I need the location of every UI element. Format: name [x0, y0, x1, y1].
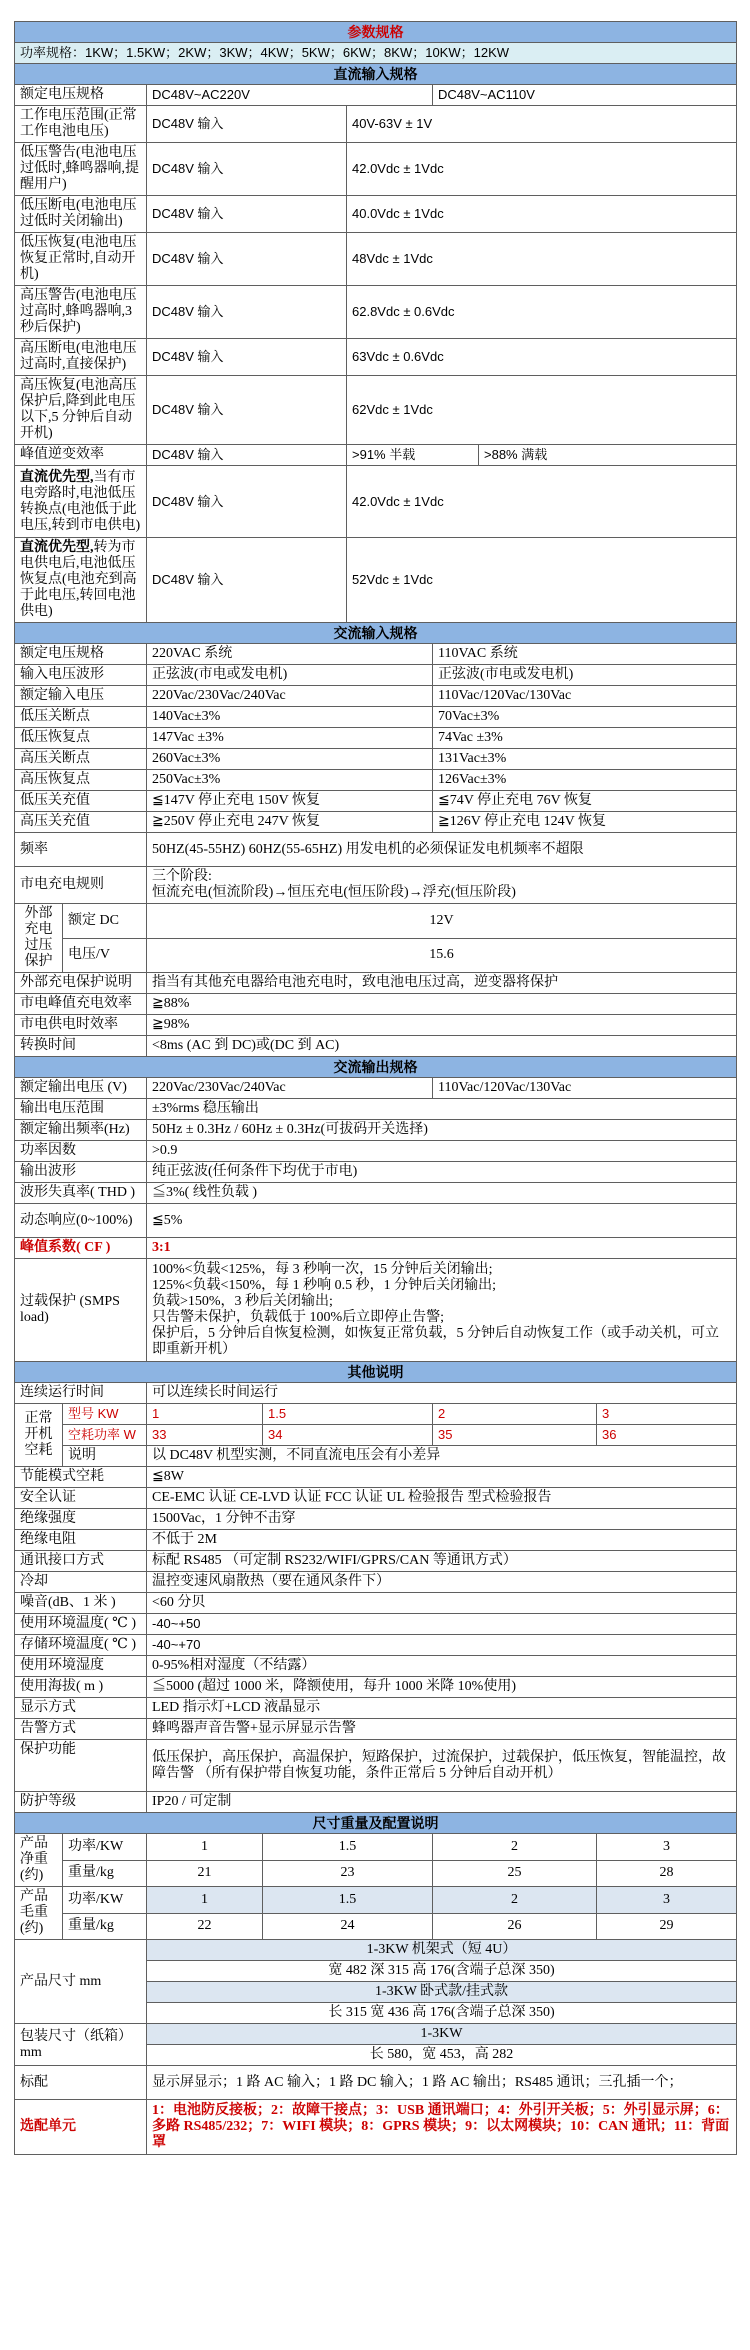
pack-line: 长 580，宽 453，高 282: [147, 2045, 737, 2066]
other-row: [15, 1572, 737, 1593]
ac-in-value-220: ≦147V 停止充电 150V 恢复: [147, 791, 433, 812]
ac-in-row: [15, 770, 737, 791]
other-label: 使用环境湿度: [15, 1656, 147, 1677]
ac-in-freq-value: 50HZ(45-55HZ) 60HZ(55-65HZ) 用发电机的必须保证发电机频率不超限: [147, 833, 737, 867]
noload-model-row: [15, 1404, 737, 1425]
noload-power-row: [15, 1425, 737, 1446]
dc-row-value: 42.0Vdc ± 1Vdc: [347, 143, 737, 196]
dc-eff-row: [15, 445, 737, 466]
other-header: 其他说明: [15, 1362, 737, 1383]
ac-in-ovp-row: [15, 904, 737, 939]
dc-row-input: DC48V 输入: [147, 286, 347, 339]
dc-rated-a: DC48V~AC220V: [147, 85, 433, 106]
other-label: 冷却: [15, 1572, 147, 1593]
noload-model-label: 型号 KW: [63, 1404, 147, 1425]
other-ip-row: [15, 1792, 737, 1813]
ac-out-value: 纯正弦波(任何条件下均优于市电): [147, 1162, 737, 1183]
ac-out-value: ≦3%( 线性负载 ): [147, 1183, 737, 1204]
other-label: 绝缘电阻: [15, 1530, 147, 1551]
ac-in-value-220: 250Vac±3%: [147, 770, 433, 791]
ac-out-label: 输出电压范围: [15, 1099, 147, 1120]
other-label: 使用环境温度( ℃ ): [15, 1614, 147, 1635]
dc-priority-row: [15, 466, 737, 538]
dc-priority-input: DC48V 输入: [147, 538, 347, 623]
ac-in-ovp-rated-label: 额定 DC: [63, 904, 147, 939]
dc-row-label: 工作电压范围(正常工作电池电压): [15, 106, 147, 143]
ac-in-charge-value: [147, 867, 737, 904]
ac-in-value-220: 正弦波(市电或发电机): [147, 665, 433, 686]
ac-in-label: 低压恢复点: [15, 728, 147, 749]
net-power: 3: [597, 1834, 737, 1861]
dc-priority-input: DC48V 输入: [147, 466, 347, 538]
ac-in-value-110: 126Vac±3%: [433, 770, 737, 791]
ac-out-label: 动态响应(0~100%): [15, 1204, 147, 1238]
other-row: [15, 1593, 737, 1614]
other-protection-row: [15, 1740, 737, 1792]
opt-value: 1：电池防反接板；2：故障干接点；3：USB 通讯端口；4：外引开关板；5：外引显示屏；6：多路 RS485/232；7：WIFI 模块；8：GPRS 模块；9：以太网模块；10：CAN 通讯；11：背面罩: [147, 2100, 737, 2155]
dc-row: [15, 233, 737, 286]
ac-out-voltage-row: [15, 1078, 737, 1099]
dc-priority-text: 转为市电供电后,电池低压恢复点(电池充到高于此电压,转回电池供电): [20, 540, 137, 619]
other-value: CE-EMC 认证 CE-LVD 认证 FCC 认证 UL 检验报告 型式检验报告: [147, 1488, 737, 1509]
other-ip-value: IP20 / 可定制: [147, 1792, 737, 1813]
dc-row-label: 低压警告(电池电压过低时,蜂鸣器响,提醒用户): [15, 143, 147, 196]
dc-priority-label: [15, 538, 147, 623]
other-row: [15, 1698, 737, 1719]
dc-row-value: 40.0Vdc ± 1Vdc: [347, 196, 737, 233]
ac-in-ovp-row: [15, 938, 737, 973]
dc-priority-bold: 直流优先型,: [20, 540, 94, 555]
dc-priority-value: 42.0Vdc ± 1Vdc: [347, 466, 737, 538]
ac-in-label: 高压关充值: [15, 812, 147, 833]
gross-weight: 29: [597, 1913, 737, 1940]
ac-out-value: ±3%rms 稳压输出: [147, 1099, 737, 1120]
overload-line: 保护后，5 分钟后自恢复检测，如恢复正常负载，5 分钟后自动恢复工作（或手动关机，可立即重新开机）: [152, 1326, 719, 1357]
dc-eff-half: >91% 半载: [347, 445, 479, 466]
ac-out-voltage-label: 额定输出电压 (V): [15, 1078, 147, 1099]
gross-weight: 24: [263, 1913, 433, 1940]
ac-in-ovp-rated-value: 12V: [147, 904, 737, 939]
other-row: [15, 1656, 737, 1677]
dc-row-input: DC48V 输入: [147, 233, 347, 286]
ac-out-row: [15, 1162, 737, 1183]
other-value: 0-95%相对湿度（不结露）: [147, 1656, 737, 1677]
dc-row-value: 62.8Vdc ± 0.6Vdc: [347, 286, 737, 339]
ac-in-ovp-voltage-value: 15.6: [147, 938, 737, 973]
ac-in-tail-row: [15, 1015, 737, 1036]
dim-label: 产品尺寸 mm: [15, 1940, 147, 2024]
other-value: 蜂鸣器声音告警+显示屏显示告警: [147, 1719, 737, 1740]
ac-out-overload-row: [15, 1259, 737, 1362]
ac-in-value-220: ≧250V 停止充电 247V 恢复: [147, 812, 433, 833]
dc-row-input: DC48V 输入: [147, 143, 347, 196]
gross-weight-row: [15, 1913, 737, 1940]
ac-out-value: >0.9: [147, 1141, 737, 1162]
ac-in-row: [15, 812, 737, 833]
net-weight: 21: [147, 1860, 263, 1887]
ac-in-tail-row: [15, 973, 737, 994]
ac-in-freq-row: [15, 833, 737, 867]
ac-in-ovp-voltage-label: 电压/V: [63, 938, 147, 973]
other-row: [15, 1467, 737, 1488]
other-row: [15, 1719, 737, 1740]
ac-out-header: 交流输出规格: [15, 1057, 737, 1078]
std-value: 显示屏显示；1 路 AC 输入；1 路 DC 输入；1 路 AC 输出；RS485 通讯；三孔插一个；: [147, 2066, 737, 2100]
dim-line: 长 315 宽 436 高 176(含端子总深 350): [147, 2003, 737, 2024]
dc-row: [15, 143, 737, 196]
dc-row-label: 高压断电(电池电压过高时,直接保护): [15, 339, 147, 376]
ac-out-row: [15, 1204, 737, 1238]
other-label: 存储环境温度( ℃ ): [15, 1635, 147, 1656]
ac-in-value-110: ≦74V 停止充电 76V 恢复: [433, 791, 737, 812]
dc-row-value: 40V-63V ± 1V: [347, 106, 737, 143]
ac-in-value-220: 147Vac ±3%: [147, 728, 433, 749]
spec-sheet: [14, 21, 736, 2155]
ac-in-label: 低压关充值: [15, 791, 147, 812]
other-row: [15, 1614, 737, 1635]
ac-in-tail-label: 外部充电保护说明: [15, 973, 147, 994]
overload-line: 只告警未保护，负载低于 100%后立即停止告警;: [152, 1310, 445, 1325]
ac-out-overload-label: 过载保护 (SMPS load): [15, 1259, 147, 1362]
dc-row: [15, 286, 737, 339]
ac-in-row: [15, 707, 737, 728]
other-row: [15, 1551, 737, 1572]
std-row: [15, 2066, 737, 2100]
ac-in-value-110: ≧126V 停止充电 124V 恢复: [433, 812, 737, 833]
ac-out-label: 功率因数: [15, 1141, 147, 1162]
ac-out-value: 50Hz ± 0.3Hz / 60Hz ± 0.3Hz(可拔码开关选择): [147, 1120, 737, 1141]
ac-out-label: 波形失真率( THD ): [15, 1183, 147, 1204]
other-row: [15, 1488, 737, 1509]
other-value: 温控变速风扇散热（要在通风条件下）: [147, 1572, 737, 1593]
page-title: 参数规格: [15, 22, 737, 43]
dc-row-value: 63Vdc ± 0.6Vdc: [347, 339, 737, 376]
noload-model: 1: [147, 1404, 263, 1425]
noload-model: 3: [597, 1404, 737, 1425]
gross-power-row: [15, 1887, 737, 1914]
other-ip-label: 防护等级: [15, 1792, 147, 1813]
dc-priority-bold: 直流优先型,: [20, 469, 94, 485]
ac-in-label: 额定输入电压: [15, 686, 147, 707]
ac-in-value-220: 220Vac/230Vac/240Vac: [147, 686, 433, 707]
dc-row: [15, 376, 737, 445]
title-row: [15, 22, 737, 43]
noload-note-value: 以 DC48V 机型实测，不同直流电压会有小差异: [147, 1446, 737, 1467]
overload-line: 125%<负载<150%，每 1 秒响 0.5 秒，1 分钟后关闭输出;: [152, 1278, 497, 1293]
other-label: 噪音(dB、1 米 ): [15, 1593, 147, 1614]
net-power-row: [15, 1834, 737, 1861]
gross-weight: 26: [433, 1913, 597, 1940]
dc-priority-row: [15, 538, 737, 623]
dc-row-value: 48Vdc ± 1Vdc: [347, 233, 737, 286]
overload-line: 负载>150%，3 秒后关闭输出;: [152, 1294, 333, 1309]
net-power: 2: [433, 1834, 597, 1861]
gross-weight: 22: [147, 1913, 263, 1940]
other-label: 告警方式: [15, 1719, 147, 1740]
ac-in-value-110: 110Vac/120Vac/130Vac: [433, 686, 737, 707]
other-value: ≦8W: [147, 1467, 737, 1488]
other-label: 通讯接口方式: [15, 1551, 147, 1572]
other-value: 标配 RS485 （可定制 RS232/WIFI/GPRS/CAN 等通讯方式）: [147, 1551, 737, 1572]
net-weight: 23: [263, 1860, 433, 1887]
ac-out-row: [15, 1099, 737, 1120]
ac-out-label: 额定输出频率(Hz): [15, 1120, 147, 1141]
ac-in-tail-row: [15, 994, 737, 1015]
other-cont-row: [15, 1383, 737, 1404]
ac-in-freq-label: 频率: [15, 833, 147, 867]
size-header: 尺寸重量及配置说明: [15, 1813, 737, 1834]
gross-power: 3: [597, 1887, 737, 1914]
other-value: 不低于 2M: [147, 1530, 737, 1551]
noload-model: 1.5: [263, 1404, 433, 1425]
ac-in-label: 输入电压波形: [15, 665, 147, 686]
other-label: 显示方式: [15, 1698, 147, 1719]
ac-in-tail-value: ≧98%: [147, 1015, 737, 1036]
noload-power: 34: [263, 1425, 433, 1446]
charge-line: 恒流充电(恒流阶段)→恒压充电(恒压阶段)→浮充(恒压阶段): [152, 885, 516, 900]
ac-in-label: 高压恢复点: [15, 770, 147, 791]
dc-eff-input: DC48V 输入: [147, 445, 347, 466]
ac-out-overload-value: [147, 1259, 737, 1362]
dc-row: [15, 339, 737, 376]
ac-in-value-110: 74Vac ±3%: [433, 728, 737, 749]
overload-line: 100%<负载<125%，每 3 秒响一次，15 分钟后关闭输出;: [152, 1262, 493, 1277]
ac-in-label: 低压关断点: [15, 707, 147, 728]
other-label: 绝缘强度: [15, 1509, 147, 1530]
ac-in-ovp-label: 外部充电过压保护: [15, 904, 63, 973]
noload-power: 36: [597, 1425, 737, 1446]
other-cont-label: 连续运行时间: [15, 1383, 147, 1404]
gross-power-label: 功率/KW: [63, 1887, 147, 1914]
dc-row-value: 62Vdc ± 1Vdc: [347, 376, 737, 445]
ac-in-header: 交流输入规格: [15, 623, 737, 644]
ac-out-voltage-110: 110Vac/120Vac/130Vac: [433, 1078, 737, 1099]
dc-row: [15, 196, 737, 233]
other-row: [15, 1635, 737, 1656]
gross-power: 2: [433, 1887, 597, 1914]
ac-in-tail-label: 转换时间: [15, 1036, 147, 1057]
dc-row-label: 高压警告(电池电压过高时,蜂鸣器响,3 秒后保护): [15, 286, 147, 339]
other-protection-value: 低压保护，高压保护，高温保护，短路保护，过流保护，过载保护，低压恢复，智能温控，故障告警 （所有保护带自恢复功能，条件正常后 5 分钟后自动开机）: [147, 1740, 737, 1792]
dim-line: 1-3KW 卧式款/挂式款: [147, 1982, 737, 2003]
ac-in-label: 高压关断点: [15, 749, 147, 770]
net-weight-label: 产品净重(约): [15, 1834, 63, 1887]
dc-row-label: 低压恢复(电池电压恢复正常时,自动开机): [15, 233, 147, 286]
noload-power: 33: [147, 1425, 263, 1446]
dc-priority-value: 52Vdc ± 1Vdc: [347, 538, 737, 623]
other-value: -40~+70: [147, 1635, 737, 1656]
noload-model: 2: [433, 1404, 597, 1425]
ac-in-value-110: 正弦波(市电或发电机): [433, 665, 737, 686]
ac-in-value-220: 260Vac±3%: [147, 749, 433, 770]
pack-label: 包装尺寸（纸箱）mm: [15, 2024, 147, 2066]
dc-row-input: DC48V 输入: [147, 376, 347, 445]
spec-table: [14, 21, 737, 2155]
ac-in-value-220: 220VAC 系统: [147, 644, 433, 665]
pack-line: 1-3KW: [147, 2024, 737, 2045]
net-weight-unit: 重量/kg: [63, 1860, 147, 1887]
other-value: <60 分贝: [147, 1593, 737, 1614]
ac-in-tail-row: [15, 1036, 737, 1057]
ac-in-label: 额定电压规格: [15, 644, 147, 665]
dc-row-label: 高压恢复(电池高压保护后,降到此电压以下,5 分钟后自动开机): [15, 376, 147, 445]
gross-weight-unit: 重量/kg: [63, 1913, 147, 1940]
noload-power: 35: [433, 1425, 597, 1446]
opt-row: [15, 2100, 737, 2155]
net-weight-row: [15, 1860, 737, 1887]
power-spec: 功率规格：1KW；1.5KW；2KW；3KW；4KW；5KW；6KW；8KW；10KW；12KW: [15, 43, 737, 64]
dc-rated-row: [15, 85, 737, 106]
other-row: [15, 1530, 737, 1551]
ac-out-label: 输出波形: [15, 1162, 147, 1183]
other-value: ≦5000 (超过 1000 米，降额使用，每升 1000 米降 10%使用): [147, 1677, 737, 1698]
ac-out-peak-label: 峰值系数( CF ): [15, 1238, 147, 1259]
dc-header: 直流输入规格: [15, 64, 737, 85]
ac-in-tail-label: 市电供电时效率: [15, 1015, 147, 1036]
dc-row-input: DC48V 输入: [147, 339, 347, 376]
ac-in-row: [15, 686, 737, 707]
noload-label: 正常开机空耗: [15, 1404, 63, 1467]
dim-row: [15, 1940, 737, 1961]
std-label: 标配: [15, 2066, 147, 2100]
ac-in-value-110: 131Vac±3%: [433, 749, 737, 770]
other-label: 安全认证: [15, 1488, 147, 1509]
ac-in-charge-label: 市电充电规则: [15, 867, 147, 904]
dc-row-label: 低压断电(电池电压过低时关闭输出): [15, 196, 147, 233]
ac-in-charge-row: [15, 867, 737, 904]
other-value: LED 指示灯+LCD 液晶显示: [147, 1698, 737, 1719]
gross-weight-label: 产品毛重(约): [15, 1887, 63, 1940]
power-row: [15, 43, 737, 64]
charge-line: 三个阶段:: [152, 869, 212, 884]
dc-eff-full: >88% 满载: [479, 445, 737, 466]
dim-line: 1-3KW 机架式（短 4U）: [147, 1940, 737, 1961]
other-cont-value: 可以连续长时间运行: [147, 1383, 737, 1404]
noload-note-row: [15, 1446, 737, 1467]
other-row: [15, 1509, 737, 1530]
opt-label: 选配单元: [15, 2100, 147, 2155]
ac-in-tail-value: 指当有其他充电器给电池充电时，致电池电压过高，逆变器将保护: [147, 973, 737, 994]
net-power: 1: [147, 1834, 263, 1861]
dc-row-input: DC48V 输入: [147, 196, 347, 233]
ac-in-value-110: 110VAC 系统: [433, 644, 737, 665]
gross-power: 1: [147, 1887, 263, 1914]
net-power: 1.5: [263, 1834, 433, 1861]
dc-priority-label: [15, 466, 147, 538]
dc-eff-label: 峰值逆变效率: [15, 445, 147, 466]
ac-out-peak-value: 3:1: [147, 1238, 737, 1259]
ac-in-row: [15, 728, 737, 749]
ac-in-tail-value: ≧88%: [147, 994, 737, 1015]
net-weight: 25: [433, 1860, 597, 1887]
other-value: 1500Vac，1 分钟不击穿: [147, 1509, 737, 1530]
ac-in-value-110: 70Vac±3%: [433, 707, 737, 728]
gross-power: 1.5: [263, 1887, 433, 1914]
dc-row-input: DC48V 输入: [147, 106, 347, 143]
net-weight: 28: [597, 1860, 737, 1887]
ac-out-peak-row: [15, 1238, 737, 1259]
ac-in-tail-label: 市电峰值充电效率: [15, 994, 147, 1015]
ac-out-row: [15, 1120, 737, 1141]
other-protection-label: 保护功能: [15, 1740, 147, 1792]
dim-line: 宽 482 深 315 高 176(含端子总深 350): [147, 1961, 737, 1982]
dc-priority-text: 当有市电旁路时,电池低压转换点(电池低于此电压,转到市电供电): [20, 469, 141, 533]
net-power-label: 功率/KW: [63, 1834, 147, 1861]
noload-power-label: 空耗功率 W: [63, 1425, 147, 1446]
dc-row: [15, 106, 737, 143]
ac-in-row: [15, 644, 737, 665]
other-row: [15, 1677, 737, 1698]
dc-rated-b: DC48V~AC110V: [433, 85, 737, 106]
ac-in-row: [15, 665, 737, 686]
pack-row: [15, 2024, 737, 2045]
ac-out-row: [15, 1141, 737, 1162]
dc-rated-label: 额定电压规格: [15, 85, 147, 106]
ac-in-row: [15, 791, 737, 812]
other-label: 使用海拔( m ): [15, 1677, 147, 1698]
ac-in-row: [15, 749, 737, 770]
ac-out-value: ≦5%: [147, 1204, 737, 1238]
ac-out-row: [15, 1183, 737, 1204]
ac-out-voltage-220: 220Vac/230Vac/240Vac: [147, 1078, 433, 1099]
ac-in-value-220: 140Vac±3%: [147, 707, 433, 728]
ac-in-tail-value: <8ms (AC 到 DC)或(DC 到 AC): [147, 1036, 737, 1057]
other-label: 节能模式空耗: [15, 1467, 147, 1488]
noload-note-label: 说明: [63, 1446, 147, 1467]
other-value: -40~+50: [147, 1614, 737, 1635]
